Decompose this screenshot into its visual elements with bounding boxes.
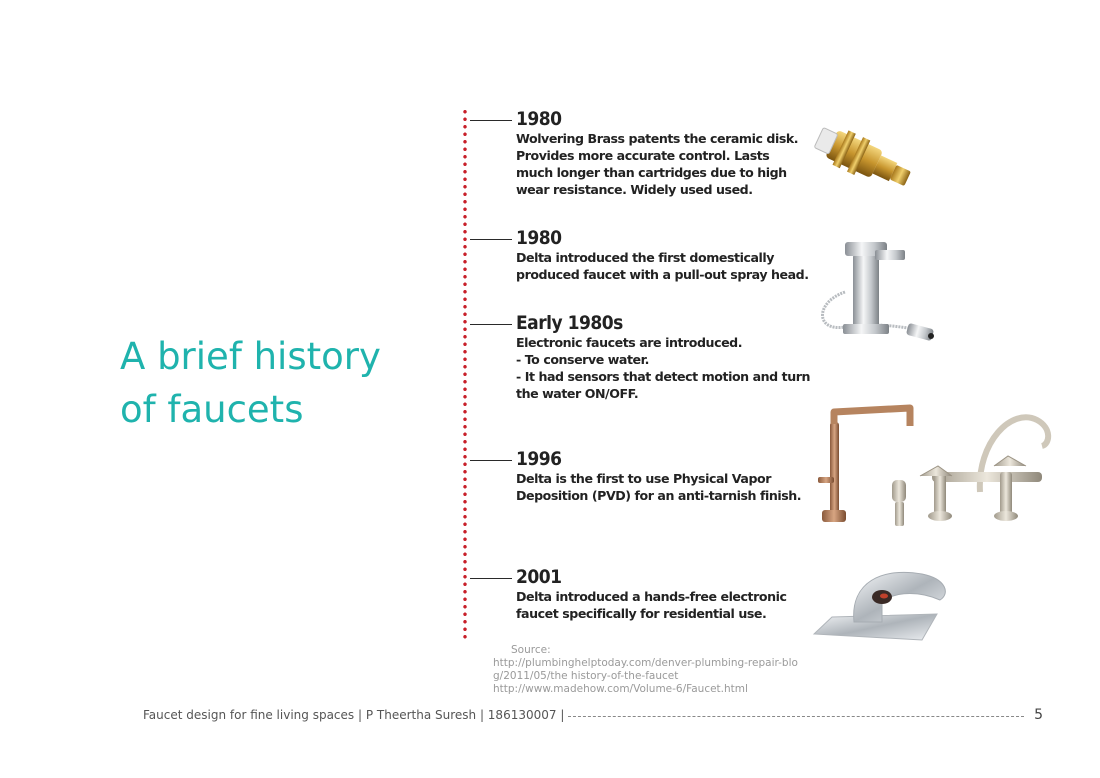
page-number: 5 — [1034, 707, 1043, 723]
timeline-entry-2001 — [470, 567, 810, 622]
timeline-entry-1980-pullout — [470, 228, 810, 283]
footer-text: Faucet design for fine living spaces | P Theertha Suresh | 186130007 | — [143, 708, 565, 722]
timeline-description — [516, 470, 810, 504]
timeline-entry-1980-ceramic — [470, 109, 810, 198]
timeline-dotted-line — [462, 108, 468, 640]
timeline-year: 1996 — [516, 448, 562, 470]
timeline-connector — [470, 239, 512, 240]
description-line: Provides more accurate control. Lasts — [516, 148, 770, 163]
description-line: Deposition (PVD) for an anti-tarnish finish. — [516, 488, 802, 503]
source-line: http://plumbinghelptoday.com/denver-plumbing-repair-blo — [493, 657, 798, 669]
timeline-connector — [470, 460, 512, 461]
source-label: Source: — [511, 644, 551, 656]
timeline-description — [516, 588, 810, 622]
ceramic-disk-cartridge-image — [808, 122, 923, 197]
description-line: - It had sensors that detect motion and turn — [516, 369, 811, 384]
page-footer — [143, 707, 1043, 723]
source-citation — [493, 644, 853, 696]
timeline-description — [516, 130, 810, 198]
pvd-finish-faucets-image — [812, 402, 1057, 532]
description-line: Electronic faucets are introduced. — [516, 335, 743, 350]
timeline-entry-1996 — [470, 449, 810, 504]
timeline-year: 1980 — [516, 227, 562, 249]
title-line-1: A brief history — [120, 335, 381, 378]
description-line: the water ON/OFF. — [516, 386, 639, 401]
description-line: Delta is the first to use Physical Vapor — [516, 471, 771, 486]
description-line: much longer than cartridges due to high — [516, 165, 787, 180]
timeline-connector — [470, 120, 512, 121]
title-line-2: of faucets — [120, 388, 304, 431]
description-line: Wolvering Brass patents the ceramic disk. — [516, 131, 799, 146]
page-title — [120, 330, 440, 436]
footer-dashed-rule — [568, 716, 1024, 717]
timeline-connector — [470, 578, 512, 579]
timeline-description — [516, 334, 810, 402]
timeline-entry-early-1980s — [470, 313, 810, 402]
timeline-description — [516, 249, 810, 283]
description-line: - To conserve water. — [516, 352, 649, 367]
source-line: g/2011/05/the history-of-the-faucet — [493, 670, 679, 682]
source-line: http://www.madehow.com/Volume-6/Faucet.html — [493, 683, 748, 695]
pull-out-spray-faucet-image — [815, 232, 945, 352]
description-line: Delta introduced the first domestically — [516, 250, 775, 265]
timeline-year: Early 1980s — [516, 312, 623, 334]
timeline-year: 1980 — [516, 108, 562, 130]
timeline-year: 2001 — [516, 566, 562, 588]
description-line: produced faucet with a pull-out spray head. — [516, 267, 809, 282]
description-line: wear resistance. Widely used used. — [516, 182, 753, 197]
description-line: faucet specifically for residential use. — [516, 606, 767, 621]
hands-free-electronic-faucet-image — [812, 562, 952, 647]
description-line: Delta introduced a hands-free electronic — [516, 589, 787, 604]
timeline-connector — [470, 324, 512, 325]
